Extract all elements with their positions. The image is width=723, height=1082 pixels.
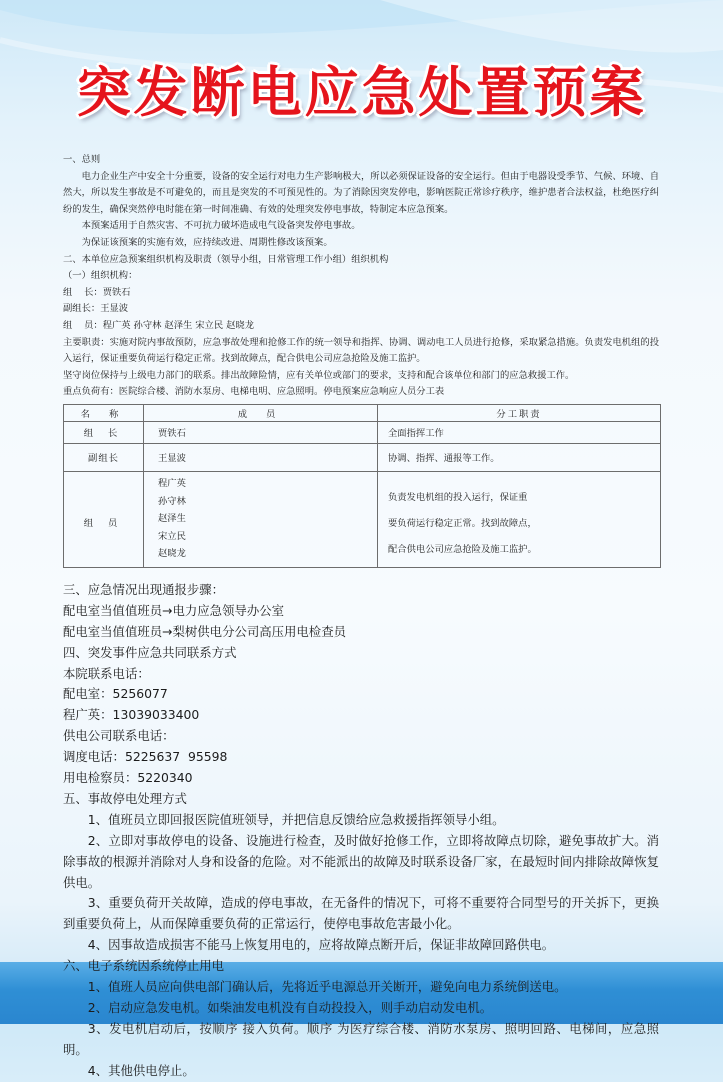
section-2-heading: 二、本单位应急预案组织机构及职责（领导小组，日常管理工作小组）组织机构 [63,253,389,265]
section-6-item: 1、值班人员应向供电部门确认后，先将近乎电源总开关断开，避免向电力系统倒送电。 [87,979,567,995]
duty-text-line: 负责发电机组的投入运行，保证重 [388,492,528,504]
member-name: 孙守林 [158,495,186,507]
section-6-item: 2、启动应急发电机。如柴油发电机没有自动投投入，则手动启动发电机。 [87,1000,493,1015]
duty-text-line: 配合供电公司应急抢险及施工监护。 [388,544,537,556]
section-5-heading: 五、事故停电处理方式 [63,790,187,806]
section-4-heading: 四、突发事件应急共同联系方式 [63,644,237,660]
report-step-2: 配电室当值值班员→梨树供电分公司高压用电检查员 [63,623,346,639]
duty-paragraph-1: 主要职责：实施对院内事故预防，应急事故处理和抢修工作的统一领导和指挥、协调、调动电工人员进行抢修，采取紧急措施。负责发电机组的投入运行，保证重要负荷运行稳定正常。找到故障点，配合供电公司应急抢险及施工监护。 [63,336,659,365]
report-step-1: 配电室当值值班员→电力应急领导办公室 [63,602,285,618]
section-1-paragraph-1: 电力企业生产中安全十分重要，设备的安全运行对电力生产影响极大，所以必须保证设备的安全运行。但由于电器设受季节、气候、环境、自然大，所以发生事故是不可避免的，而且是突发的不可预见性的。为了消除因突发停电，影响医院正常诊疗秩序，维护患者合法权益，杜绝医疗纠纷的发生，确保突然停电时能在第一时间准确、有效的处理突发停电事故，特制定本应急预案。 [63,170,659,215]
table-header-role: 名 称 [64,404,144,421]
document-body [63,152,659,1082]
table-cell-role: 副组长 [64,443,144,471]
member-name: 宋立民 [158,530,186,542]
deputy-line: 副组长：王显波 [63,303,129,315]
table-cell-members: 王显波 [144,443,378,471]
duty-text-line: 要负荷运行稳定正常。找到故障点， [388,518,537,530]
section-5-item: 1、值班员立即回报医院值班领导，并把信息反馈给应急救援指挥领导小组。 [87,811,505,827]
table-cell-duty: 协调、指挥、通报等工作。 [378,443,661,471]
table-header-row [64,404,661,421]
section-6-heading: 六、电子系统因系统停止用电 [63,958,225,974]
table-row [64,471,661,567]
roles-table [63,404,661,568]
member-name: 赵泽生 [158,513,186,525]
table-row [64,443,661,471]
section-6-item: 3、发电机启动后，按顺序 接入负荷。顺序 为医疗综合楼、消防水泵房、照明回路、电梯间，应急照明。 [63,1020,659,1057]
table-cell-role: 组 长 [64,421,144,443]
members-line: 组 员：程广英 孙守林 赵泽生 宋立民 赵晓龙 [63,319,254,331]
page-title: 突发断电应急处置预案 [76,61,647,124]
table-cell-duty [378,471,661,567]
table-header-duty: 分工职责 [378,404,661,421]
power-room-phone: 配电室：5256077 [63,686,168,702]
hospital-contacts-heading: 本院联系电话： [63,665,150,681]
section-5-item: 3、重要负荷开关故障，造成的停电事故，在无备件的情况下，可将不重要符合同型号的开关拆下，更换到重要负荷上，从而保障重要负荷的正常运行，使停电事故危害最小化。 [63,895,659,932]
table-cell-duty: 全面指挥工作 [378,421,661,443]
section-1-paragraph-3: 为保证该预案的实施有效，应持续改进、周期性修改该预案。 [81,236,333,248]
large-text-section [63,580,659,1082]
section-1-heading: 一、总则 [63,154,101,165]
section-5-item: 4、因事故造成损害不能马上恢复用电的，应将故障点断开后，保证非故障回路供电。 [87,937,555,953]
table-header-members: 成 员 [144,404,378,421]
dispatch-phone: 调度电话：5225637 95598 [63,749,228,765]
member-name: 赵晓龙 [158,548,186,560]
cheng-phone: 程广英：13039033400 [63,707,200,723]
table-cell-members [144,471,378,567]
section-6-item: 4、其他供电停止。 [87,1062,195,1078]
table-cell-members: 贾铁石 [144,421,378,443]
section-2-subheading: （一）组织机构： [63,270,138,282]
supply-contacts-heading: 供电公司联系电话： [63,728,175,744]
member-name: 程广英 [158,477,186,489]
section-1-paragraph-2: 本预案适用于自然灾害、不可抗力破坏造成电气设备突发停电事故。 [81,220,361,232]
section-5-item: 2、立即对事故停电的设备、设施进行检查，及时做好抢修工作，立即将故障点切除，避免事故扩大。消除事故的根源并消除对人身和设备的危险。对不能派出的故障及时联系设备厂家，在最短时间内排除故障恢复供电。 [63,832,659,890]
inspector-phone: 用电检察员：5220340 [63,770,193,786]
key-loads-line: 重点负荷有：医院综合楼、消防水泵房、电梯电明、应急照明。停电预案应急响应人员分工表 [63,386,445,398]
leader-line: 组 长：贾铁石 [63,286,131,298]
section-3-heading: 三、应急情况出现通报步骤： [63,581,225,597]
duty-paragraph-2: 坚守岗位保持与上级电力部门的联系。排出故障险情，应有关单位或部门的要求，支持和配合该单位和部门的应急救援工作。 [63,369,575,381]
table-cell-role: 组 员 [64,471,144,567]
table-row [64,421,661,443]
